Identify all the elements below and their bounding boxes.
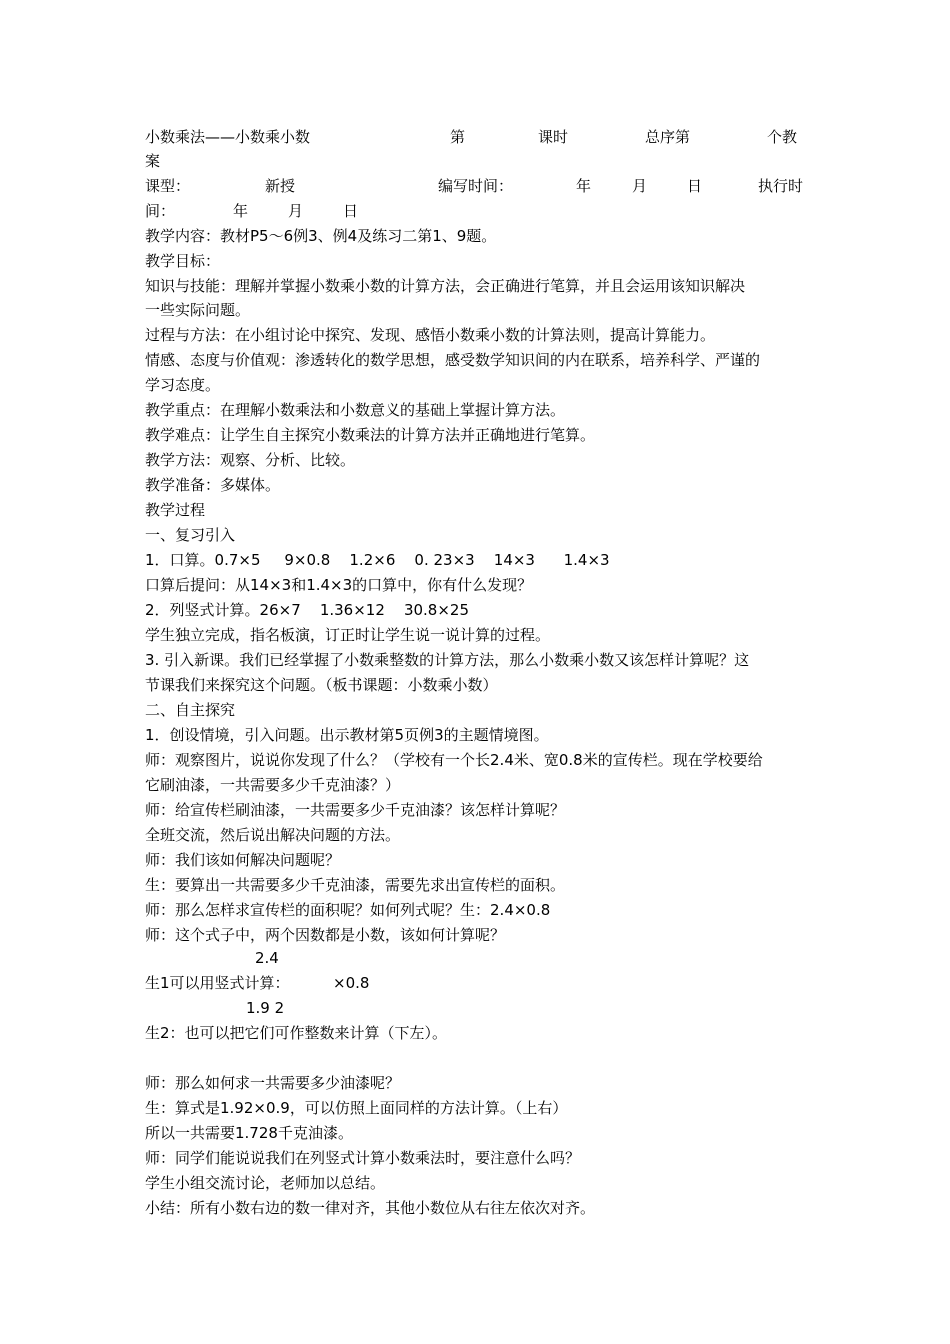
vertical-calc-note: 学生独立完成，指名板演，订正时让学生说一说计算的过程。 [145, 626, 551, 644]
vertical-multiplier: ×0.8 [333, 974, 370, 992]
goal-process: 过程与方法：在小组讨论中探究、发现、感悟小数乘小数的计算法则，提高计算能力。 [145, 326, 716, 344]
vertical-top-number: 2.4 [255, 949, 279, 967]
write-time-label: 编写时间： [438, 177, 514, 195]
student1-vertical-label: 生1可以用竖式计算： [145, 974, 290, 992]
exec-month: 月 [288, 202, 304, 220]
summary: 小结：所有小数右边的数一律对齐，其他小数位从右往左依次对齐。 [145, 1199, 596, 1217]
teacher-total-paint: 师：那么如何求一共需要多少油漆呢？ [145, 1074, 401, 1092]
type-value: 新授 [265, 177, 296, 195]
goal-knowledge-cont: 一些实际问题。 [145, 301, 251, 319]
teacher-observe: 师：观察图片，说说你发现了什么？（学校有一个长2.4米、宽0.8米的宣传栏。现在学校要给 [145, 751, 763, 769]
vertical-result: 1.9 2 [246, 999, 285, 1017]
exec-time-label-cont: 间： [145, 202, 176, 220]
write-year: 年 [576, 177, 592, 195]
teacher-both-decimals: 师：这个式子中，两个因数都是小数，该如何计算呢？ [145, 926, 506, 944]
header-gejiao: 个教 [767, 128, 798, 146]
header-an: 案 [145, 152, 161, 170]
oral-calc: 1．口算。0.7×5 9×0.8 1.2×6 0. 23×3 14×3 1.4×3 [145, 551, 610, 569]
class-discussion: 全班交流，然后说出解决问题的方法。 [145, 826, 401, 844]
exec-time-label: 执行时 [758, 177, 804, 195]
teaching-prep: 教学准备：多媒体。 [145, 476, 281, 494]
teacher-question-paint: 师：给宣传栏刷油漆，一共需要多少千克油漆？该怎样计算呢？ [145, 801, 566, 819]
exec-year: 年 [233, 202, 249, 220]
teaching-focus: 教学重点：在理解小数乘法和小数意义的基础上掌握计算方法。 [145, 401, 566, 419]
explore-step-1: 1．创设情境，引入问题。出示教材第5页例3的主题情境图。 [145, 726, 549, 744]
teaching-method: 教学方法：观察、分析、比较。 [145, 451, 356, 469]
goal-emotion: 情感、态度与价值观：渗透转化的数学思想，感受数学知识间的内在联系，培养科学、严谨的 [145, 351, 761, 369]
teacher-how-solve: 师：我们该如何解决问题呢？ [145, 851, 341, 869]
student2-integer-method: 生2：也可以把它们可作整数来计算（下左）。 [145, 1024, 448, 1042]
header-di: 第 [450, 128, 466, 146]
new-lesson-intro-cont: 节课我们来探究这个问题。（板书课题：小数乘小数） [145, 676, 498, 694]
header-keshi: 课时 [538, 128, 569, 146]
type-label: 课型： [145, 177, 191, 195]
process-heading: 教学过程 [145, 501, 206, 519]
write-day: 日 [687, 177, 703, 195]
oral-calc-question: 口算后提问：从14×3和1.4×3的口算中，你有什么发现？ [145, 576, 533, 594]
section-review: 一、复习引入 [145, 526, 236, 544]
new-lesson-intro: 3. 引入新课。我们已经掌握了小数乘整数的计算方法，那么小数乘小数又该怎样计算呢？这 [145, 651, 750, 669]
teaching-content: 教学内容：教材P5～6例3、例4及练习二第1、9题。 [145, 227, 497, 245]
goal-emotion-cont: 学习态度。 [145, 376, 221, 394]
exec-day: 日 [343, 202, 359, 220]
vertical-calc: 2．列竖式计算。26×7 1.36×12 30.8×25 [145, 601, 469, 619]
section-explore: 二、自主探究 [145, 701, 236, 719]
teacher-attention: 师：同学们能说说我们在列竖式计算小数乘法时，要注意什么吗？ [145, 1149, 581, 1167]
student-area-first: 生：要算出一共需要多少千克油漆，需要先求出宣传栏的面积。 [145, 876, 566, 894]
total-result: 所以一共需要1.728千克油漆。 [145, 1124, 353, 1142]
header-zongxu: 总序第 [645, 128, 691, 146]
lesson-title: 小数乘法——小数乘小数 [145, 128, 311, 146]
teaching-difficulty: 教学难点：让学生自主探究小数乘法的计算方法并正确地进行笔算。 [145, 426, 596, 444]
group-discussion: 学生小组交流讨论，老师加以总结。 [145, 1174, 386, 1192]
teaching-goals-heading: 教学目标： [145, 252, 221, 270]
teacher-observe-cont: 它刷油漆，一共需要多少千克油漆？） [145, 776, 401, 794]
student-formula: 生：算式是1.92×0.9，可以仿照上面同样的方法计算。（上右） [145, 1099, 568, 1117]
teacher-area-formula: 师：那么怎样求宣传栏的面积呢？如何列式呢？生：2.4×0.8 [145, 901, 551, 919]
write-month: 月 [632, 177, 648, 195]
goal-knowledge: 知识与技能：理解并掌握小数乘小数的计算方法，会正确进行笔算，并且会运用该知识解决 [145, 277, 746, 295]
